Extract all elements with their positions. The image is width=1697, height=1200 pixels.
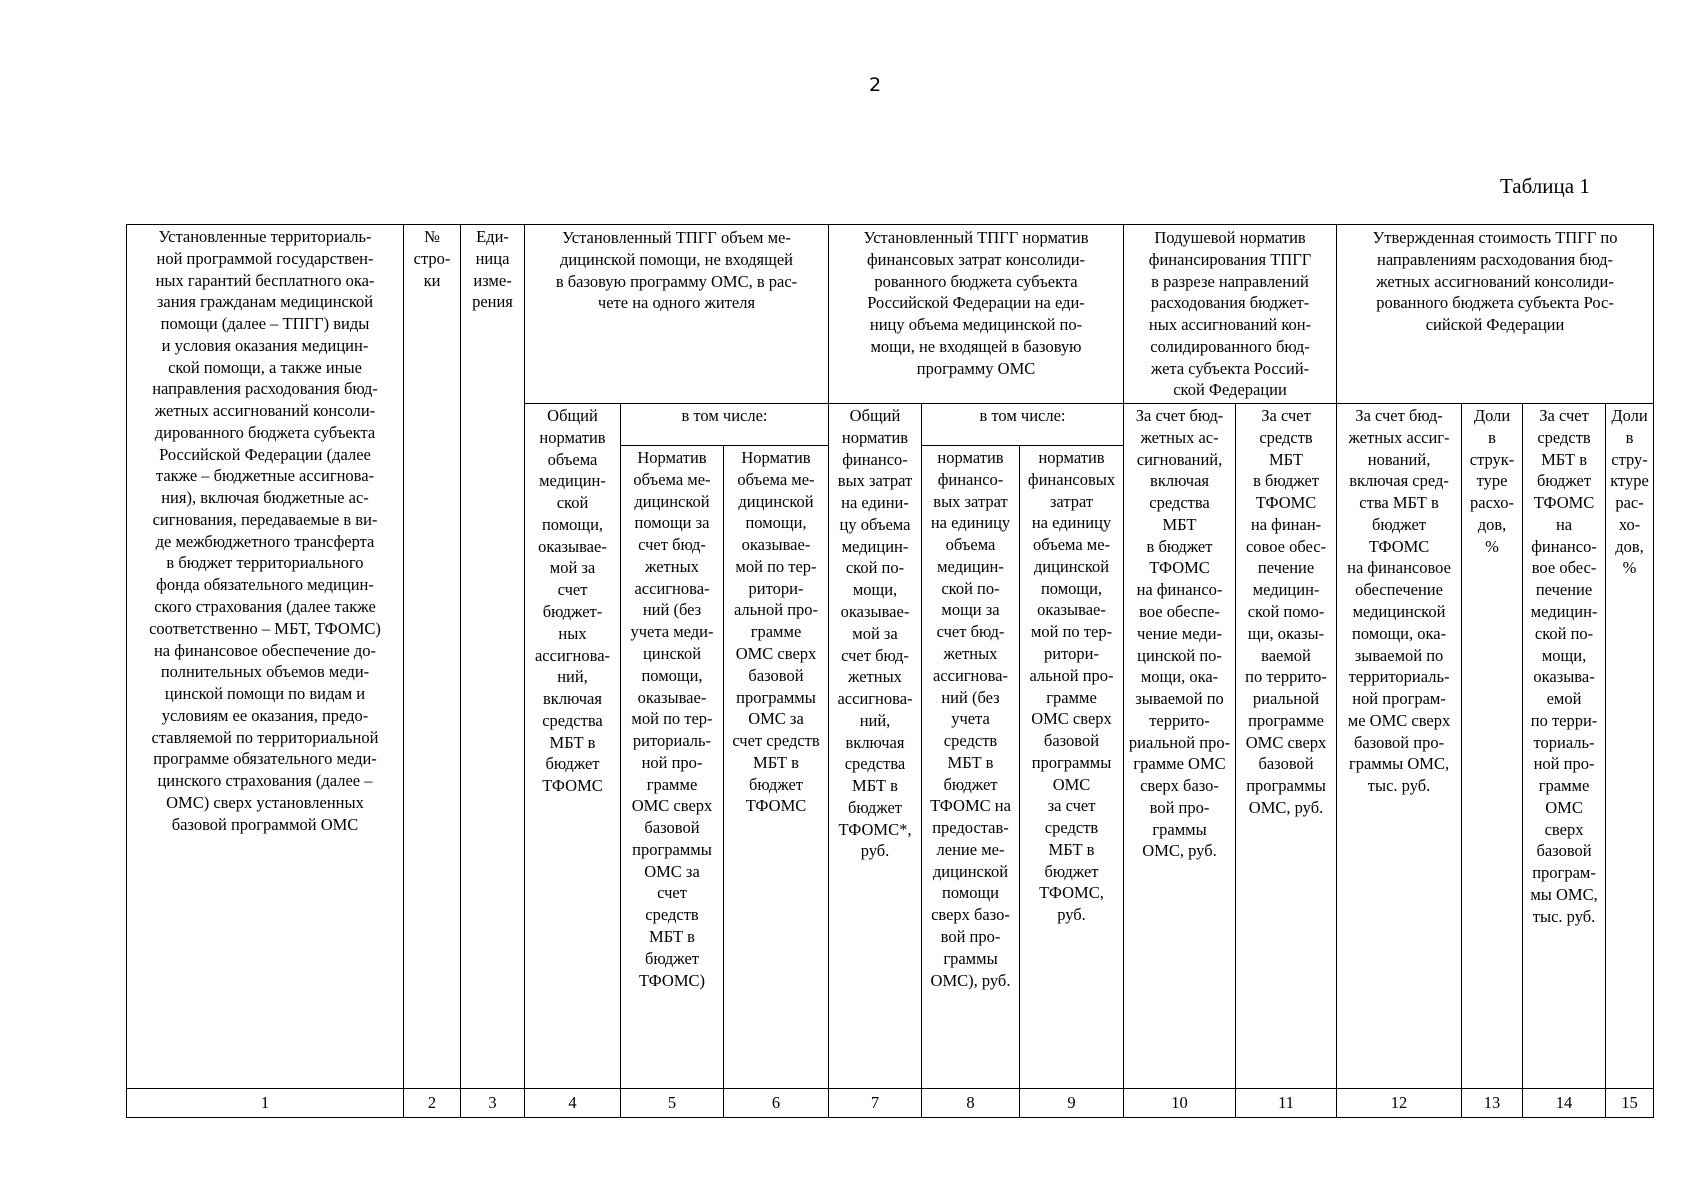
header-col-14: За счет средств МБТ в бюджет ТФОМС на финансо- вое обес- печение медицин- ской по- мощи, оказыва- емой по терри- ториаль- ной про- грамме ОМС сверх базовой програм- мы ОМС, тыс. руб.: [1523, 404, 1606, 1089]
budget-table: [126, 224, 1654, 1118]
column-number: 7: [829, 1089, 922, 1118]
header-col-3: Еди- ница изме- рения: [461, 225, 525, 1089]
column-number: 6: [724, 1089, 829, 1118]
group-header-volume: Установленный ТПГГ объем ме- дицинской помощи, не входящей в базовую программу ОМС, в рас- чете на одного жителя: [525, 225, 829, 404]
column-number: 11: [1236, 1089, 1337, 1118]
table-caption: Таблица 1: [1500, 174, 1590, 198]
column-number: 9: [1020, 1089, 1124, 1118]
header-col-12: За счет бюд- жетных ассиг- нований, включая сред- ства МБТ в бюджет ТФОМС на финансовое обеспечение медицинской помощи, ока- зываемой по территориаль- ной програм- ме ОМС сверх базовой про- граммы ОМС, тыс. руб.: [1337, 404, 1462, 1089]
group-header-per-capita: Подушевой норматив финансирования ТПГГ в разрезе направлений расходования бюджет- ных ассигнований кон- солидированного бюд- жета субъекта Россий- ской Федерации: [1124, 225, 1337, 404]
header-col-10: За счет бюд- жетных ас- сигнований, включая средства МБТ в бюджет ТФОМС на финансо- вое обеспе- чение меди- цинской по- мощи, ока- зываемой по террито- риальной про- грамме ОМС сверх базо- вой про- граммы ОМС, руб.: [1124, 404, 1236, 1089]
column-number: 8: [922, 1089, 1020, 1118]
header-col-11: За счет средств МБТ в бюджет ТФОМС на финан- совое обес- печение медицин- ской помо- щи, оказы- ваемой по террито- риальной программе ОМС сверх базовой программы ОМС, руб.: [1236, 404, 1337, 1089]
column-number: 12: [1337, 1089, 1462, 1118]
column-number: 1: [127, 1089, 404, 1118]
header-col-5: Норматив объема ме- дицинской помощи за счет бюд- жетных ассигнова- ний (без учета меди- цинской помощи, оказывае- мой по тер- риториаль- ной про- грамме ОМС сверх базовой программы ОМС за счет средств МБТ в бюджет ТФОМС): [621, 446, 724, 1089]
header-col-6: Норматив объема ме- дицинской помощи, оказывае- мой по тер- ритори- альной про- грамме ОМС сверх базовой программы ОМС за счет средств МБТ в бюджет ТФОМС: [724, 446, 829, 1089]
including-label-volume: в том числе:: [621, 404, 829, 446]
column-number: 13: [1462, 1089, 1523, 1118]
header-col-2: № стро- ки: [404, 225, 461, 1089]
column-number: 14: [1523, 1089, 1606, 1118]
column-number: 10: [1124, 1089, 1236, 1118]
header-col-4: Общий норматив объема медицин- ской помощи, оказывае- мой за счет бюджет- ных ассигнова- ний, включая средства МБТ в бюджет ТФОМС: [525, 404, 621, 1089]
column-number: 3: [461, 1089, 525, 1118]
column-number: 5: [621, 1089, 724, 1118]
page-number: 2: [868, 74, 882, 96]
group-header-cost: Установленный ТПГГ норматив финансовых затрат консолиди- рованного бюджета субъекта Российской Федерации на еди- ницу объема медицинской по- мощи, не входящей в базовую программу ОМС: [829, 225, 1124, 404]
header-col-7: Общий норматив финансо- вых затрат на едини- цу объема медицин- ской по- мощи, оказывае- мой за счет бюд- жетных ассигнова- ний, включая средства МБТ в бюджет ТФОМС*, руб.: [829, 404, 922, 1089]
column-number: 2: [404, 1089, 461, 1118]
header-col-8: норматив финансо- вых затрат на единицу объема медицин- ской по- мощи за счет бюд- жетных ассигнова- ний (без учета средств МБТ в бюджет ТФОМС на предостав- ление ме- дицинской помощи сверх базо- вой про- граммы ОМС), руб.: [922, 446, 1020, 1089]
column-number-row: [127, 1089, 1654, 1118]
group-header-approved-cost: Утвержденная стоимость ТПГГ по направлениям расходования бюд- жетных ассигнований консолиди- рованного бюджета субъекта Рос- сийской Федерации: [1337, 225, 1654, 404]
column-number: 15: [1606, 1089, 1654, 1118]
column-number: 4: [525, 1089, 621, 1118]
including-label-cost: в том числе:: [922, 404, 1124, 446]
header-col-1: Установленные территориаль- ной программой государствен- ных гарантий бесплатного ока- зания гражданам медицинской помощи (далее – ТПГГ) виды и условия оказания медицин- ской помощи, а также иные направления расходования бюд- жетных ассигнований консоли- дированного бюджета субъекта Российской Федерации (далее также – бюджетные ассигнова- ния), включая бюджетные ас- сигнования, передаваемые в ви- де межбюджетного трансферта в бюджет территориального фонда обязательного медицин- ского страхования (далее также соответственно – МБТ, ТФОМС) на финансовое обеспечение до- полнительных объемов меди- цинской помощи по видам и условиям ее оказания, предо- ставляемой по территориальной программе обязательного меди- цинского страхования (далее – ОМС) сверх установленных базовой программой ОМС: [127, 225, 404, 1089]
header-col-13: Доли в струк- туре расхо- дов, %: [1462, 404, 1523, 1089]
header-col-15: Доли в стру- ктуре рас- хо- дов, %: [1606, 404, 1654, 1089]
header-col-9: норматив финансовых затрат на единицу объема ме- дицинской помощи, оказывае- мой по тер- ритори- альной про- грамме ОМС сверх базовой программы ОМС за счет средств МБТ в бюджет ТФОМС, руб.: [1020, 446, 1124, 1089]
